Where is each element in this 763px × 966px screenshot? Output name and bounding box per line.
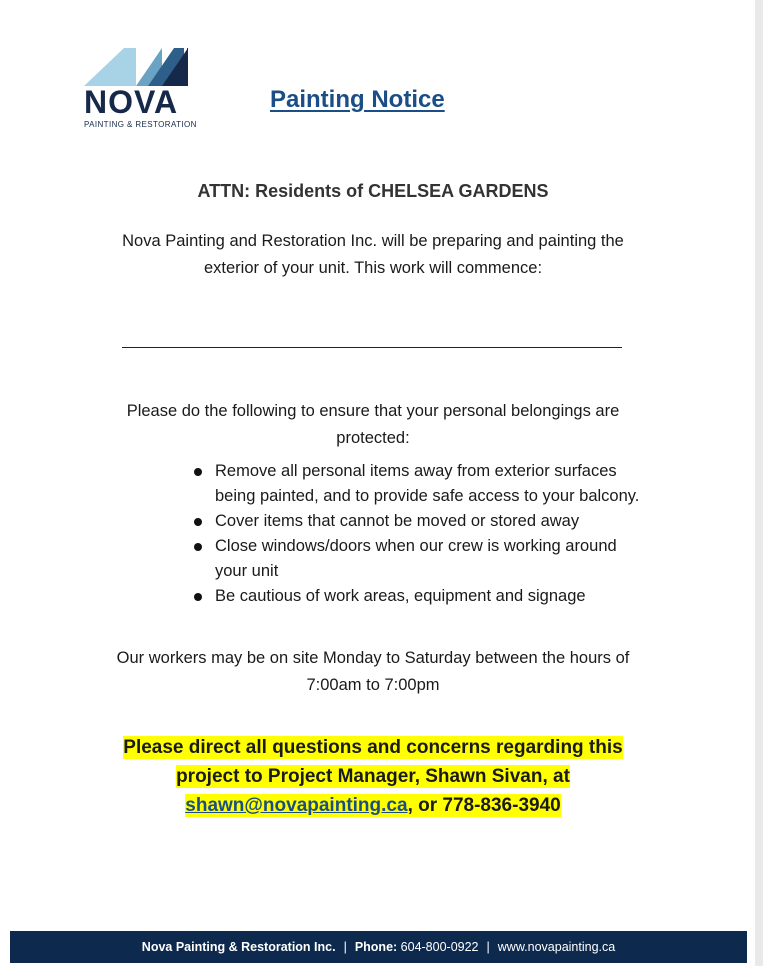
instructions-list	[190, 459, 660, 609]
work-hours-paragraph	[60, 645, 686, 699]
list-item-line: Close windows/doors when our crew is working around	[215, 537, 617, 555]
contact-phone: , or 778-836-3940	[407, 795, 561, 816]
intro-line: exterior of your unit. This work will commence:	[203, 259, 543, 277]
nova-logo-mark	[84, 46, 200, 86]
list-item-line: Remove all personal items away from exterior surfaces	[215, 462, 617, 480]
email-link[interactable]: shawn@novapainting.ca	[185, 795, 408, 816]
instructions-paragraph	[60, 398, 686, 452]
list-item-line: Be cautious of work areas, equipment and signage	[215, 587, 586, 605]
logo-wordmark: NOVA	[84, 84, 179, 120]
intro-line: Nova Painting and Restoration Inc. will be preparing and painting the	[122, 232, 624, 250]
logo-tagline: PAINTING & RESTORATION	[84, 120, 197, 129]
list-item-line: being painted, and to provide safe access to your balcony.	[215, 487, 640, 505]
contact-line: project to Project Manager, Shawn Sivan, at	[176, 766, 570, 787]
list-item-line: Cover items that cannot be moved or stored away	[215, 512, 580, 530]
footer-company: Nova Painting & Restoration Inc.	[141, 940, 336, 954]
footer-separator: |	[343, 940, 347, 954]
hours-line: 7:00am to 7:00pm	[306, 676, 440, 694]
list-item	[190, 509, 660, 534]
contact-paragraph	[60, 733, 686, 820]
bullet-icon	[194, 593, 202, 601]
contact-line: Please direct all questions and concerns regarding this	[123, 737, 623, 758]
list-item	[190, 534, 660, 584]
bullet-icon	[194, 468, 202, 476]
footer-phone-label: Phone:	[354, 940, 398, 954]
start-date-blank-line	[122, 347, 622, 348]
bullet-icon	[194, 543, 202, 551]
hours-line: Our workers may be on site Monday to Saturday between the hours of	[116, 649, 630, 667]
instructions-line: protected:	[336, 429, 410, 447]
page-title: Painting Notice	[270, 86, 445, 113]
footer-phone: 604-800-0922	[397, 940, 479, 954]
footer-separator: |	[486, 940, 490, 954]
list-item	[190, 459, 660, 509]
bullet-icon	[194, 518, 202, 526]
instructions-line: Please do the following to ensure that your personal belongings are	[126, 402, 620, 420]
list-item	[190, 584, 660, 609]
footer-bar	[10, 931, 747, 963]
list-item-line: your unit	[215, 562, 279, 580]
attention-line: ATTN: Residents of CHELSEA GARDENS	[197, 181, 549, 201]
intro-paragraph	[60, 228, 686, 282]
footer-website-link[interactable]: www.novapainting.ca	[497, 940, 616, 954]
